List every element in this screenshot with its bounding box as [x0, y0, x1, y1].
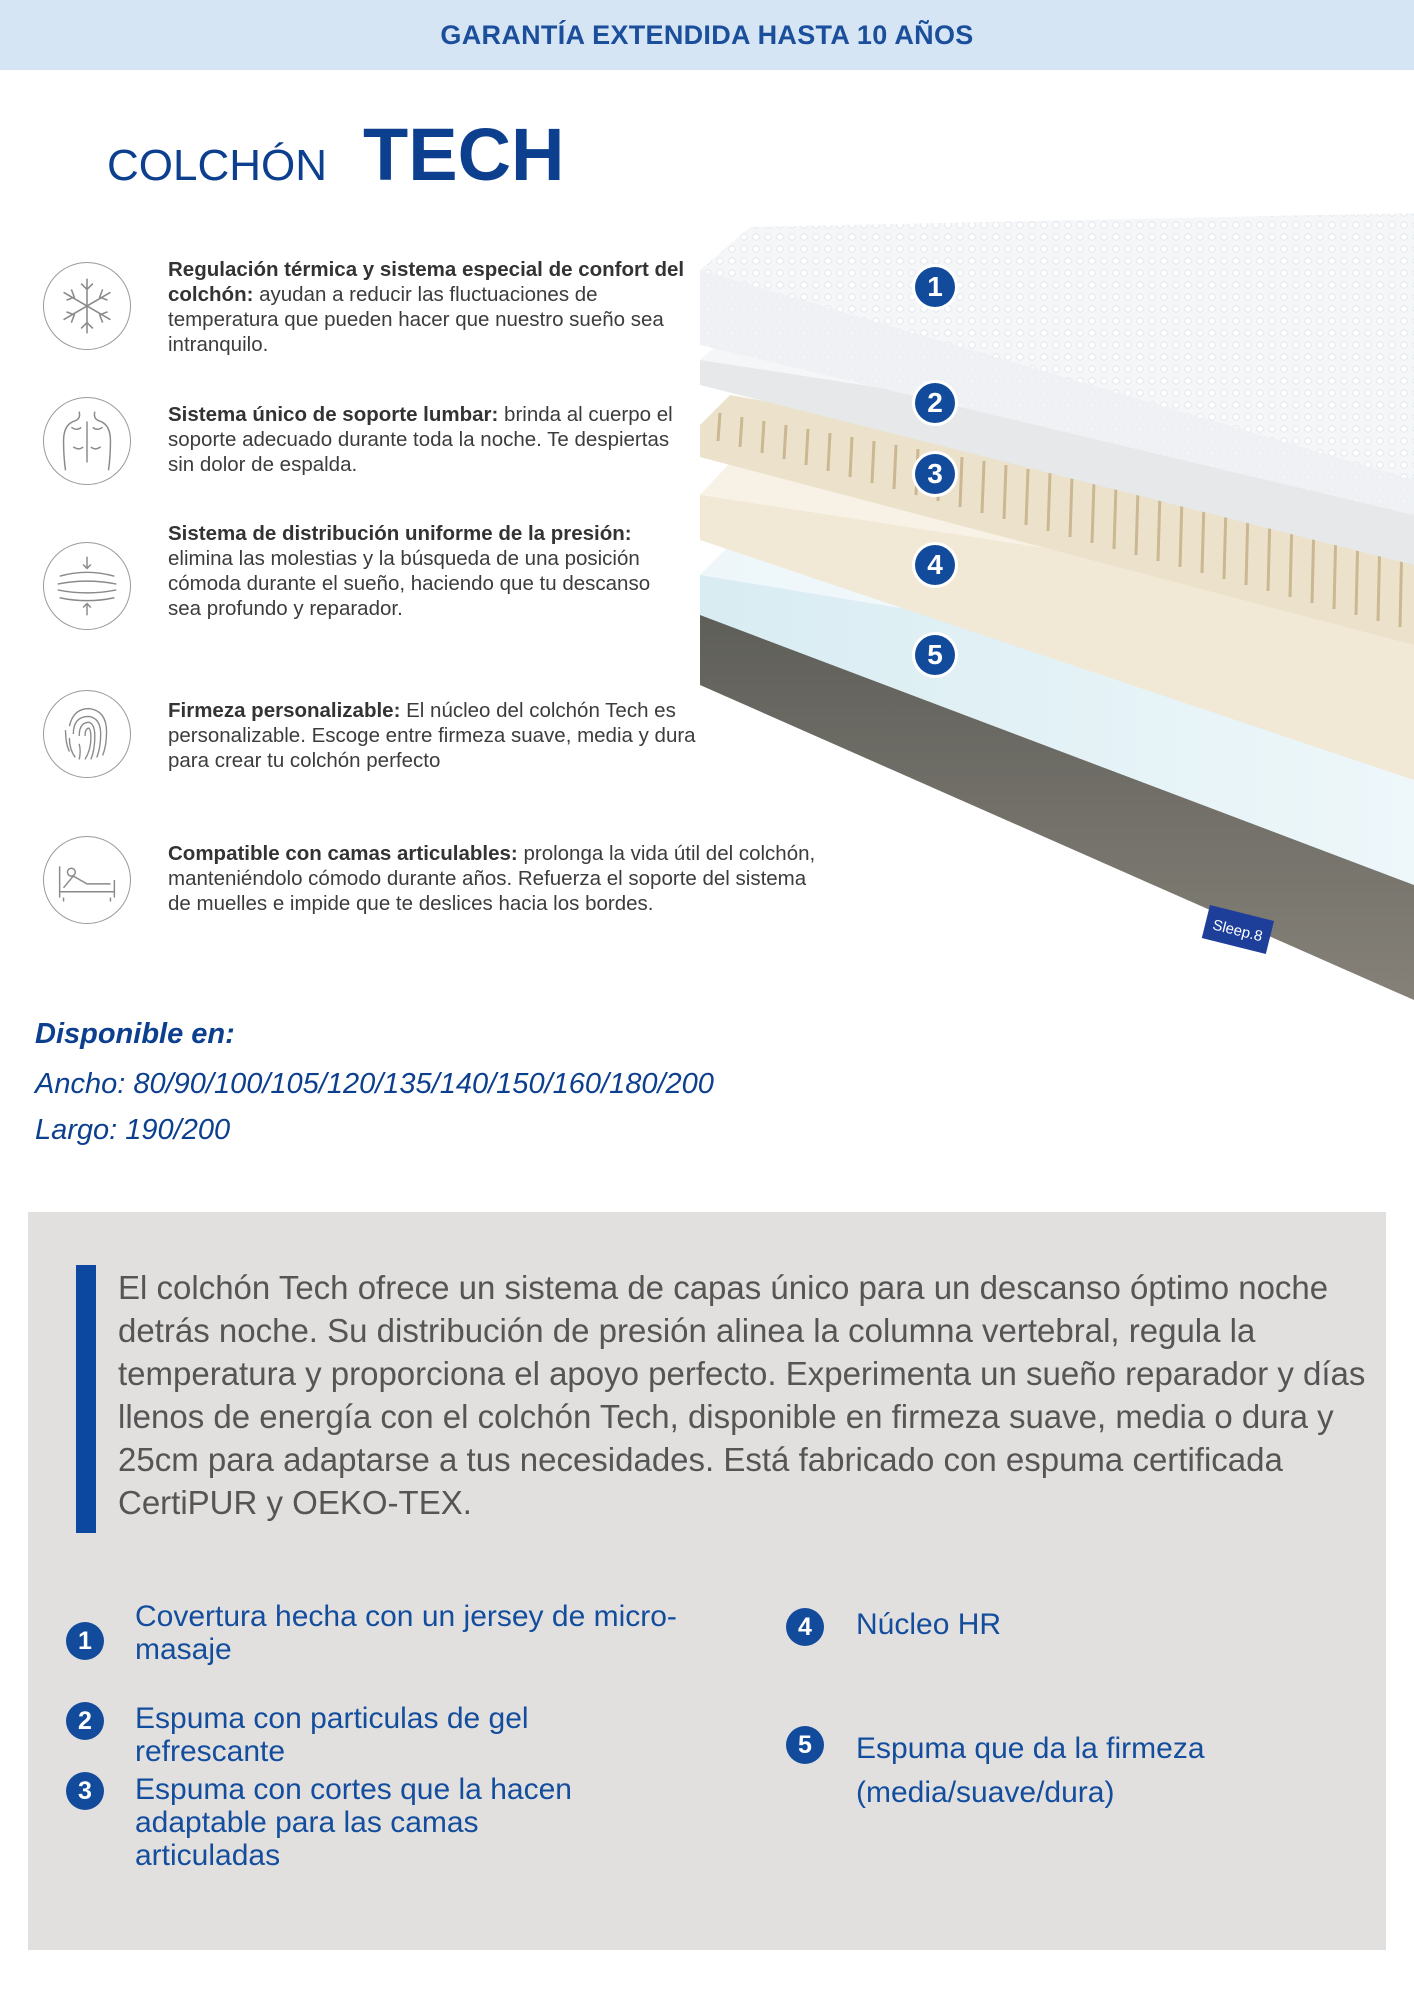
list-badge-2: 2 — [66, 1702, 104, 1740]
back-spine-icon — [43, 397, 131, 485]
feature-lumbar — [168, 402, 688, 477]
layer-item-5: Espuma que da la firmeza (media/suave/dura) — [856, 1732, 1205, 1809]
layer-badge-3: 3 — [915, 454, 955, 494]
layer-badge-1: 1 — [915, 267, 955, 307]
feature-pressure — [168, 521, 688, 621]
feature-pressure-title: Sistema de distribución uniforme de la presión: — [168, 522, 632, 545]
feature-articulated-title: Compatible con camas articulables: — [168, 842, 518, 865]
layer-item-3: Espuma con cortes que la hacen adaptable para las camas articuladas — [135, 1773, 572, 1872]
adjustable-bed-icon — [43, 836, 131, 924]
warranty-text: GARANTÍA EXTENDIDA HASTA 10 AÑOS — [440, 19, 974, 50]
list-badge-4: 4 — [786, 1608, 824, 1646]
feature-lumbar-desc: brinda al cuerpo el soporte adecuado durante toda la noche. Te despiertas sin dolor de espalda. — [168, 403, 673, 476]
feature-firmness-title: Firmeza personalizable: — [168, 699, 401, 722]
layer-item-4: Núcleo HR — [856, 1608, 1002, 1641]
feature-articulated-desc: prolonga la vida útil del colchón, manteniéndolo cómodo durante años. Refuerza el soporte del sistema de muelles e impide que te deslices hacia los bordes. — [168, 842, 816, 915]
layer-item-2: Espuma con particulas de gel refrescante — [135, 1702, 529, 1768]
feature-lumbar-title: Sistema único de soporte lumbar: — [168, 403, 499, 426]
warranty-banner — [0, 0, 1414, 70]
feature-thermal-desc: ayudan a reducir las fluctuaciones de temperatura que pueden hacer que nuestro sueño sea intranquilo. — [168, 283, 664, 356]
product-title — [107, 112, 564, 197]
feature-thermal-title: Regulación térmica y sistema especial de confort del colchón: — [168, 258, 685, 306]
list-badge-5: 5 — [786, 1726, 824, 1764]
title-name: TECH — [363, 113, 565, 196]
title-prefix: COLCHÓN — [107, 141, 328, 190]
availability-width: Ancho: 80/90/100/105/120/135/140/150/160/180/200 — [35, 1068, 714, 1100]
feature-thermal — [168, 257, 688, 357]
snowflake-icon — [43, 262, 131, 350]
pressure-waves-icon — [43, 542, 131, 630]
product-description: El colchón Tech ofrece un sistema de capas único para un descanso óptimo noche detrás noche. Su distribución de presión alinea la columna vertebral, regula la temperatura y proporciona el apoyo perfecto. Experimenta un sueño reparador y días llenos de energía con el colchón Tech, disponible en firmeza suave, media o dura y 25cm para adaptarse a tus necesidades. Está fabricado con espuma certificada CertiPUR y OEKO-TEX. — [118, 1269, 1366, 1521]
list-badge-1: 1 — [66, 1622, 104, 1660]
feature-firmness-desc: El núcleo del colchón Tech es personalizable. Escoge entre firmeza suave, media y dura para crear tu colchón perfecto — [168, 699, 696, 772]
availability-heading: Disponible en: — [35, 1018, 235, 1050]
list-badge-3: 3 — [66, 1772, 104, 1810]
mattress-layers-illustration — [690, 195, 1414, 1005]
layer-item-1: Covertura hecha con un jersey de micro-masaje — [135, 1600, 677, 1666]
layer-badge-2: 2 — [915, 383, 955, 423]
layer-badge-5: 5 — [915, 635, 955, 675]
feature-pressure-desc: elimina las molestias y la búsqueda de una posición cómoda durante el sueño, haciendo que tu descanso sea profundo y reparador. — [168, 547, 651, 620]
brand-label: Sleep.8 — [1210, 916, 1265, 946]
layer-badge-4: 4 — [915, 545, 955, 585]
feature-firmness — [168, 698, 708, 773]
quote-accent-bar — [76, 1265, 96, 1533]
fingerprint-icon — [43, 690, 131, 778]
availability-length: Largo: 190/200 — [35, 1114, 231, 1146]
